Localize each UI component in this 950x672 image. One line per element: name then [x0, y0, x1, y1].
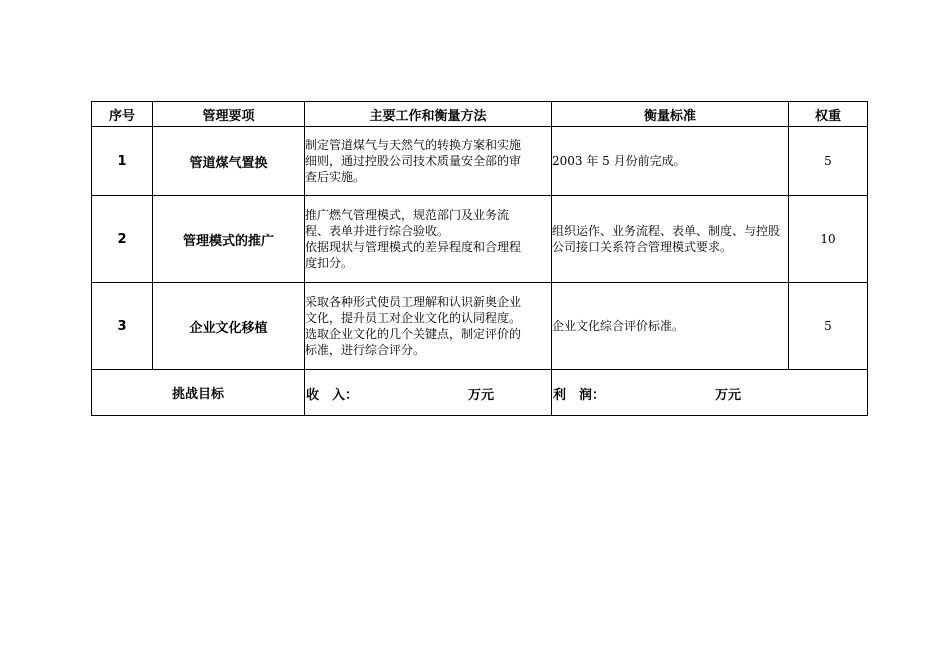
- standard-cell: 2003 年 5 月份前完成。: [552, 127, 789, 196]
- management-item: 管道煤气置换: [153, 127, 305, 196]
- table-row: [92, 283, 868, 370]
- method-cell: [305, 127, 552, 196]
- method-line: 程、表单并进行综合验收。: [305, 224, 450, 238]
- profit-label: 利 润：: [553, 388, 606, 403]
- weight-cell: 5: [789, 283, 868, 370]
- method-line: 度扣分。: [305, 256, 354, 270]
- management-item: 管理模式的推广: [153, 196, 305, 283]
- row-number: 2: [92, 196, 153, 283]
- table-row: [92, 196, 868, 283]
- profit-unit: 万元: [715, 388, 742, 403]
- management-item: 企业文化移植: [153, 283, 305, 370]
- method-line: 采取各种形式使员工理解和认识新奥企业: [305, 295, 522, 309]
- method-cell: [305, 283, 552, 370]
- row-number: 3: [92, 283, 153, 370]
- method-line: 推广燃气管理模式，规范部门及业务流: [305, 208, 510, 222]
- income-unit: 万元: [468, 388, 495, 403]
- table-row: [92, 127, 868, 196]
- method-line: 制定管道煤气与天然气的转换方案和实施: [305, 138, 522, 152]
- header-no: 序号: [92, 102, 153, 127]
- row-number: 1: [92, 127, 153, 196]
- method-line: 查后实施。: [305, 170, 366, 184]
- weight-cell: 5: [789, 127, 868, 196]
- weight-cell: 10: [789, 196, 868, 283]
- method-cell: [305, 196, 552, 283]
- challenge-goal-label: 挑战目标: [92, 370, 305, 416]
- standard-cell: 组织运作、业务流程、表单、制度、与控股公司接口关系符合管理模式要求。: [552, 196, 789, 283]
- standard-cell: 企业文化综合评价标准。: [552, 283, 789, 370]
- income-cell: [305, 370, 552, 416]
- kpi-table: [91, 101, 868, 416]
- method-line: 文化，提升员工对企业文化的认同程度。: [305, 311, 522, 325]
- method-line: 依据现状与管理模式的差异程度和合理程: [305, 240, 522, 254]
- header-method: 主要工作和衡量方法: [305, 102, 552, 127]
- method-line: 细则，通过控股公司技术质量安全部的审: [305, 154, 522, 168]
- header-standard: 衡量标准: [552, 102, 789, 127]
- header-item: 管理要项: [153, 102, 305, 127]
- footer-row: [92, 370, 868, 416]
- header-row: [92, 102, 868, 127]
- profit-cell: [552, 370, 868, 416]
- header-weight: 权重: [789, 102, 868, 127]
- method-line: 标准，进行综合评分。: [305, 343, 426, 357]
- income-label: 收 入：: [306, 388, 359, 403]
- method-line: 选取企业文化的几个关键点，制定评价的: [305, 327, 522, 341]
